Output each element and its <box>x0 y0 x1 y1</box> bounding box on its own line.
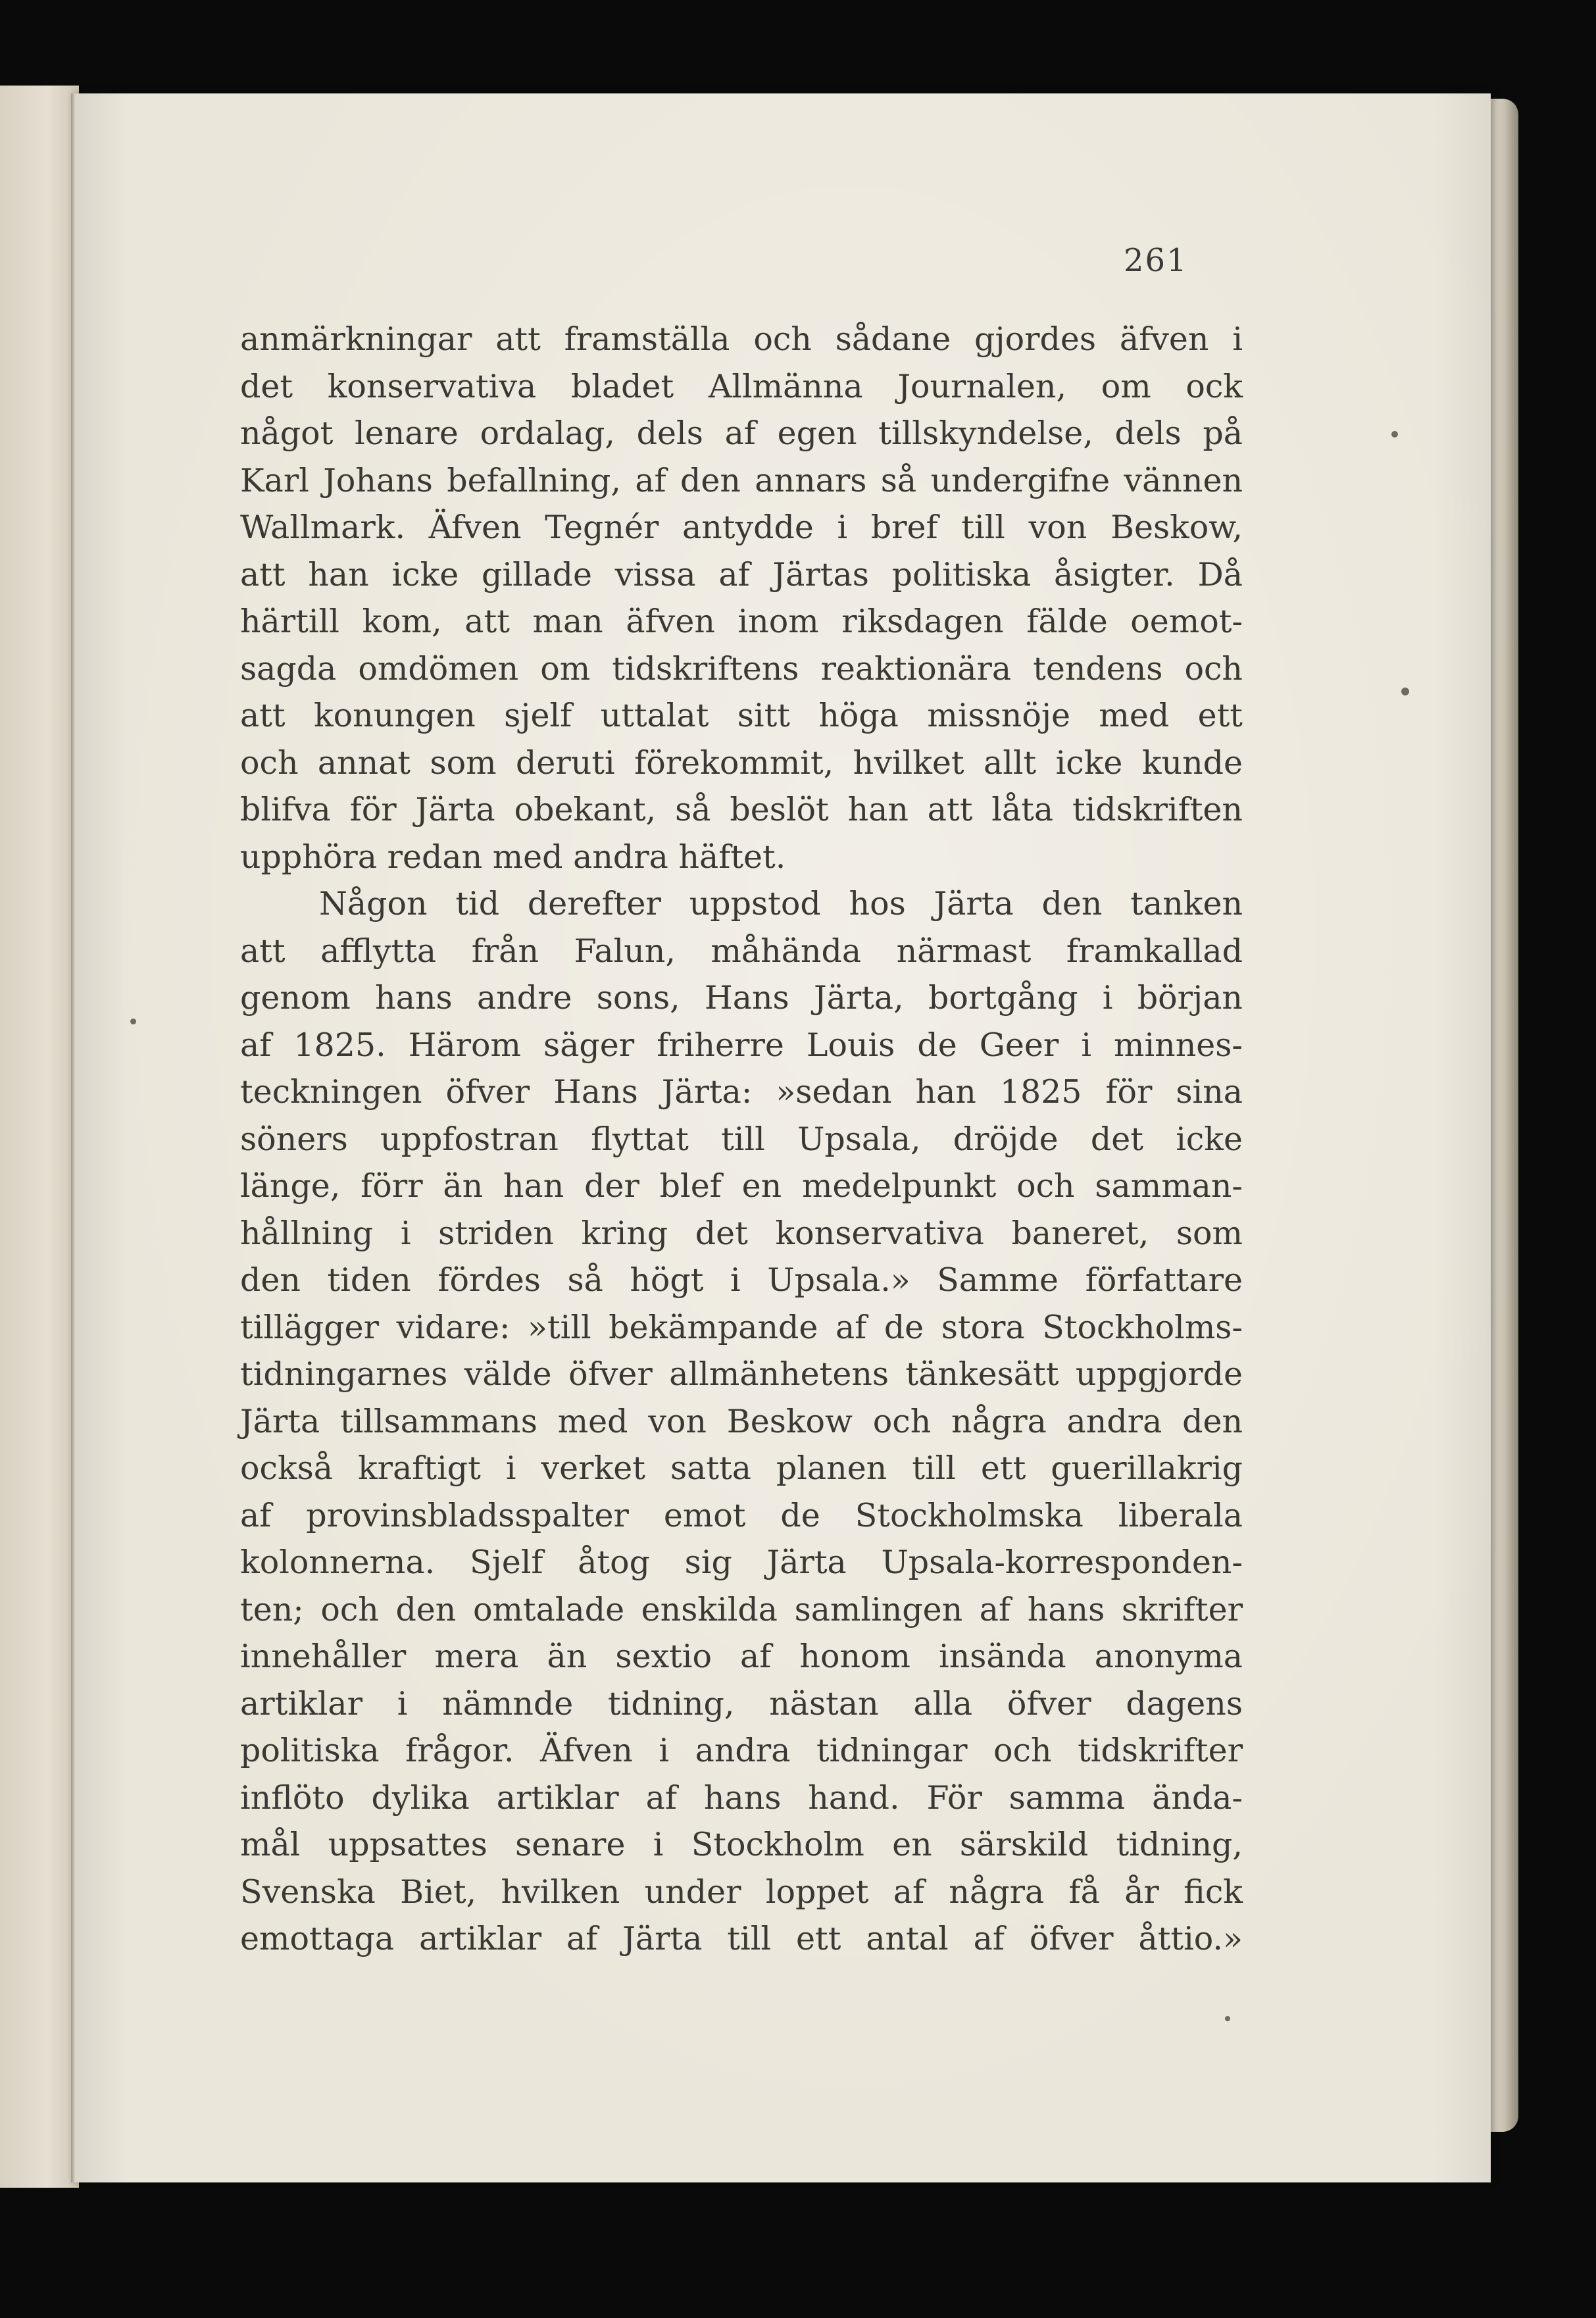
text-line: hållning i striden kring det konservativa baneret, som <box>240 1214 1243 1252</box>
text-line: Någon tid derefter uppstod hos Järta den tanken <box>319 885 1243 922</box>
text-line: att han icke gillade vissa af Järtas politiska åsigter. Då <box>240 555 1243 593</box>
text-line: innehåller mera än sextio af honom insända anonyma <box>240 1638 1243 1675</box>
text-line: mål uppsattes senare i Stockholm en särskild tidning, <box>240 1826 1243 1863</box>
text-line: blifva för Järta obekant, så beslöt han att låta tidskriften <box>240 791 1243 828</box>
text-line: af provinsbladsspalter emot de Stockholmska liberala <box>240 1496 1243 1534</box>
text-line: sagda omdömen om tidskriftens reaktionära tendens och <box>240 649 1243 688</box>
text-line: tidningarnes välde öfver allmänhetens tänkesätt uppgjorde <box>240 1355 1243 1393</box>
text-line: härtill kom, att man äfven inom riksdagen fälde oemot- <box>240 603 1243 640</box>
text-line: den tiden fördes så högt i Upsala.» Samme författare <box>240 1261 1243 1299</box>
text-line: inflöto dylika artiklar af hans hand. För samma ända- <box>240 1778 1243 1817</box>
text-line: af 1825. Härom säger friherre Louis de Geer i minnes- <box>240 1026 1243 1064</box>
text-line: Järta tillsammans med von Beskow och några andra den <box>240 1402 1243 1440</box>
text-line: att konungen sjelf uttalat sitt höga missnöje med ett <box>240 697 1243 734</box>
text-line: teckningen öfver Hans Järta: »sedan han 1825 för sina <box>240 1073 1243 1111</box>
text-line: länge, förr än han der blef en medelpunkt och samman- <box>240 1167 1243 1205</box>
text-line: genom hans andre sons, Hans Järta, bortgång i början <box>240 979 1243 1017</box>
text-line: anmärkningar att framställa och sådane gjordes äfven i <box>240 320 1243 358</box>
text-line: upphöra redan med andra häftet. <box>240 838 786 876</box>
gutter <box>71 93 75 2182</box>
text-line: ten; och den omtalade enskilda samlingen af hans skrifter <box>240 1590 1243 1628</box>
text-line: att afflytta från Falun, måhända närmast framkallad <box>240 932 1243 970</box>
text-line: Karl Johans befallning, af den annars så undergifne vännen <box>240 461 1243 499</box>
body-text <box>240 316 1243 1963</box>
text-line: söners uppfostran flyttat till Upsala, dröjde det icke <box>240 1120 1243 1158</box>
previous-page-edge <box>0 86 79 2188</box>
text-line: emottaga artiklar af Järta till ett antal af öfver åttio.» <box>240 1920 1243 1957</box>
text-line: något lenare ordalag, dels af egen tillskyndelse, dels på <box>240 415 1243 452</box>
text-line: kolonnerna. Sjelf åtog sig Järta Upsala-korresponden- <box>240 1544 1243 1581</box>
text-line: Wallmark. Äfven Tegnér antydde i bref till von Beskow, <box>240 509 1243 546</box>
paper-speck <box>1225 2016 1230 2021</box>
text-line: Svenska Biet, hvilken under loppet af några få år fick <box>240 1873 1243 1911</box>
paper-speck <box>130 1019 136 1024</box>
paper-speck <box>1401 688 1409 695</box>
paper-speck <box>1391 431 1398 438</box>
text-line: artiklar i nämnde tidning, nästan alla öfver dagens <box>240 1684 1243 1723</box>
text-line: och annat som deruti förekommit, hvilket allt icke kunde <box>240 743 1243 782</box>
text-line: politiska frågor. Äfven i andra tidningar och tidskrifter <box>240 1732 1243 1769</box>
page-number: 261 <box>1124 242 1188 279</box>
text-line: också kraftigt i verket satta planen till ett guerillakrig <box>240 1449 1243 1487</box>
text-line: tillägger vidare: »till bekämpande af de stora Stockholms- <box>240 1308 1243 1346</box>
text-line: det konservativa bladet Allmänna Journalen, om ock <box>240 367 1243 405</box>
